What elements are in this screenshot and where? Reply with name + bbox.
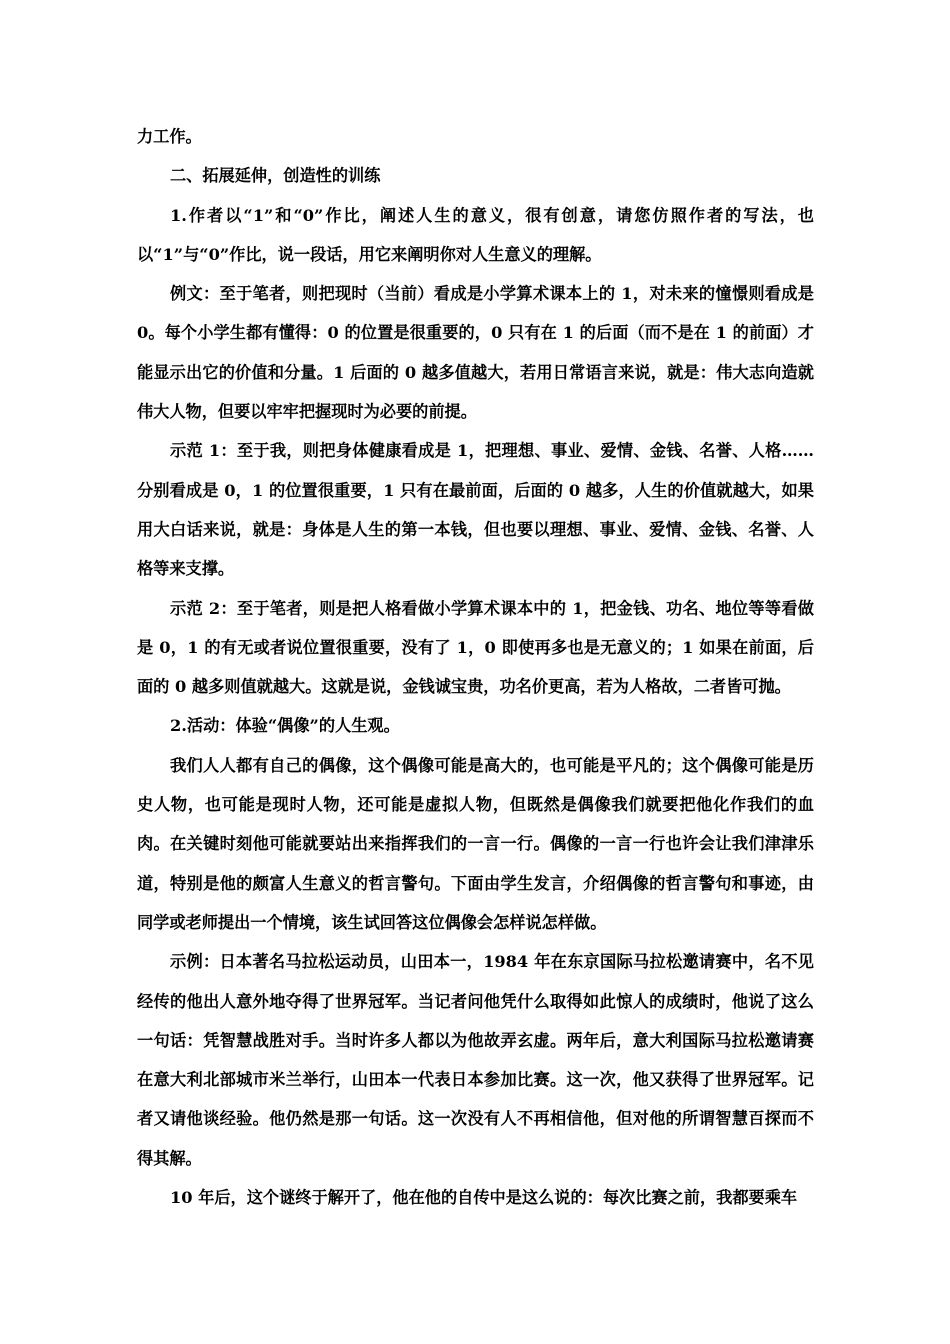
- activity-2-description: 我们人人都有自己的偶像，这个偶像可能是高大的，也可能是平凡的；这个偶像可能是历史人物，也可能是现时人物，还可能是虚拟人物，但既然是偶像我们就要把他化作我们的血肉。在关键时刻他可能就要站出来指挥我们的一言一行。偶像的一言一行也许会让我们津津乐道，特别是他的颇富人生意义的哲言警句。下面由学生发言，介绍偶像的哲言警句和事迹，由同学或老师提出一个情境，该生试回答这位偶像会怎样说怎样做。: [137, 755, 814, 932]
- section-heading: 二、拓展延伸，创造性的训练: [170, 166, 381, 186]
- model-answer-1: 示范 1：至于我，则把身体健康看成是 1，把理想、事业、爱情、金钱、名誉、人格……分别看成是 0，1 的位置很重要，1 只有在最前面，后面的 0 越多，人生的价值就越大，如果用大白话来说，就是：身体是人生的第一本钱，但也要以理想、事业、爱情、金钱、名誉、人格等来支撑。: [137, 441, 814, 579]
- paragraph-continuation: 力工作。: [137, 127, 202, 146]
- document-body: [137, 117, 814, 1217]
- marathon-example: 示例：日本著名马拉松运动员，山田本一，1984 年在东京国际马拉松邀请赛中，名不见经传的他出人意外地夺得了世界冠军。当记者问他凭什么取得如此惊人的成绩时，他说了这么一句话：凭智慧战胜对手。当时许多人都以为他故弄玄虚。两年后，意大利国际马拉松邀请赛在意大利北部城市米兰举行，山田本一代表日本参加比赛。这一次，他又获得了世界冠军。记者又请他谈经验。他仍然是那一句话。这一次没有人不再相信他，但对他的所谓智慧百探而不得其解。: [137, 952, 814, 1168]
- activity-2-heading: 2.活动：体验“偶像”的人生观。: [170, 716, 400, 736]
- exercise-1-prompt: 1.作者以“1”和“0”作比，阐述人生的意义，很有创意，请您仿照作者的写法，也以“1”与“0”作比，说一段话，用它来阐明你对人生意义的理解。: [137, 205, 814, 264]
- model-answer-2: 示范 2：至于笔者，则是把人格看做小学算术课本中的 1，把金钱、功名、地位等等看做是 0，1 的有无或者说位置很重要，没有了 1，0 即使再多也是无意义的；1 如果在前面，后面的 0 越多则值就越大。这就是说，金钱诚宝贵，功名价更高，若为人格故，二者皆可抛。: [137, 598, 814, 697]
- example-text: 例文：至于笔者，则把现时（当前）看成是小学算术课本上的 1，对未来的憧憬则看成是 0。每个小学生都有懂得：0 的位置是很重要的，0 只有在 1 的后面（而不是在 1 的前面）才能显示出它的价值和分量。1 后面的 0 越多值越大，若用日常语言来说，就是：伟大志向造就伟大人物，但要以牢牢把握现时为必要的前提。: [137, 284, 814, 422]
- marathon-continuation: 10 年后，这个谜终于解开了，他在他的自传中是这么说的：每次比赛之前，我都要乘车: [170, 1188, 798, 1208]
